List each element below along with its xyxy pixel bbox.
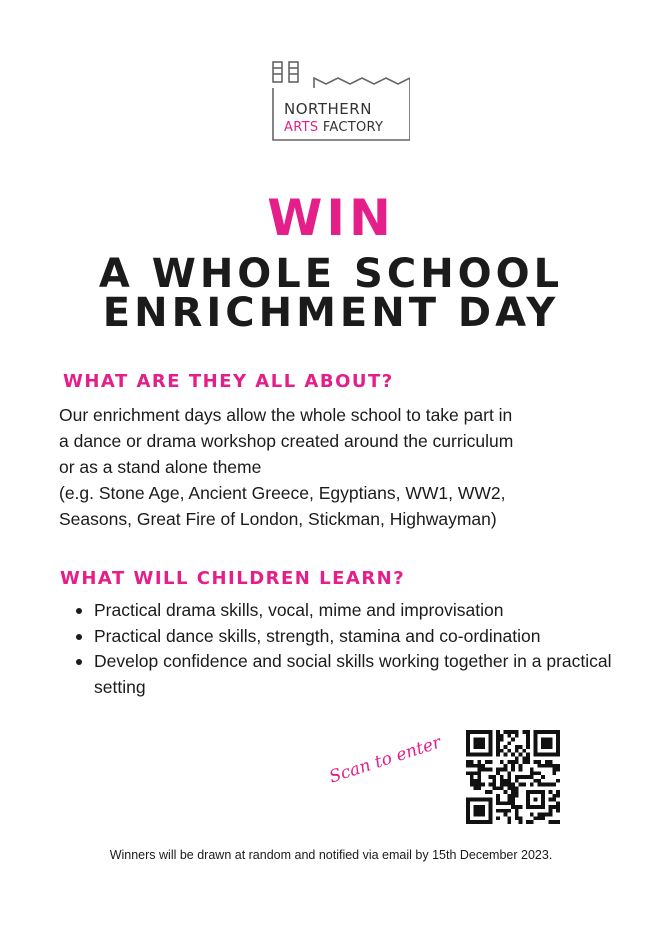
paragraph-line: (e.g. Stone Age, Ancient Greece, Egyptians, WW1, WW2,: [59, 483, 506, 503]
logo-text-northern: NORTHERN: [284, 100, 372, 118]
scan-to-enter-caption: Scan to enter: [326, 732, 444, 788]
paragraph-line: Our enrichment days allow the whole school to take part in: [59, 405, 513, 425]
list-item: Practical drama skills, vocal, mime and improvisation: [74, 598, 634, 624]
paragraph-line: Seasons, Great Fire of London, Stickman, Highwayman): [59, 509, 497, 529]
qr-code-icon[interactable]: [466, 730, 560, 824]
logo-text-arts: ARTS: [284, 120, 319, 135]
headline-win: WIN: [267, 189, 395, 247]
paragraph-line: or as a stand alone theme: [59, 457, 262, 477]
headline-line-1: A WHOLE SCHOOL: [98, 251, 564, 297]
footer-note: Winners will be drawn at random and notified via email by 15th December 2023.: [109, 848, 553, 862]
logo-text-arts-factory: [284, 120, 383, 135]
section-about-paragraph: [59, 402, 619, 532]
northern-arts-factory-logo: [270, 58, 410, 142]
paragraph-line: a dance or drama workshop created around the curriculum: [59, 431, 514, 451]
section-title-learn: WHAT WILL CHILDREN LEARN?: [60, 568, 406, 589]
list-item: Practical dance skills, strength, stamina and co-ordination: [74, 624, 634, 650]
section-title-about: WHAT ARE THEY ALL ABOUT?: [63, 371, 394, 392]
logo-text-factory: FACTORY: [322, 120, 384, 135]
learning-bullet-list: [74, 598, 634, 700]
list-item: Develop confidence and social skills working together in a practical setting: [74, 649, 634, 700]
headline-line-2: ENRICHMENT DAY: [102, 290, 560, 336]
